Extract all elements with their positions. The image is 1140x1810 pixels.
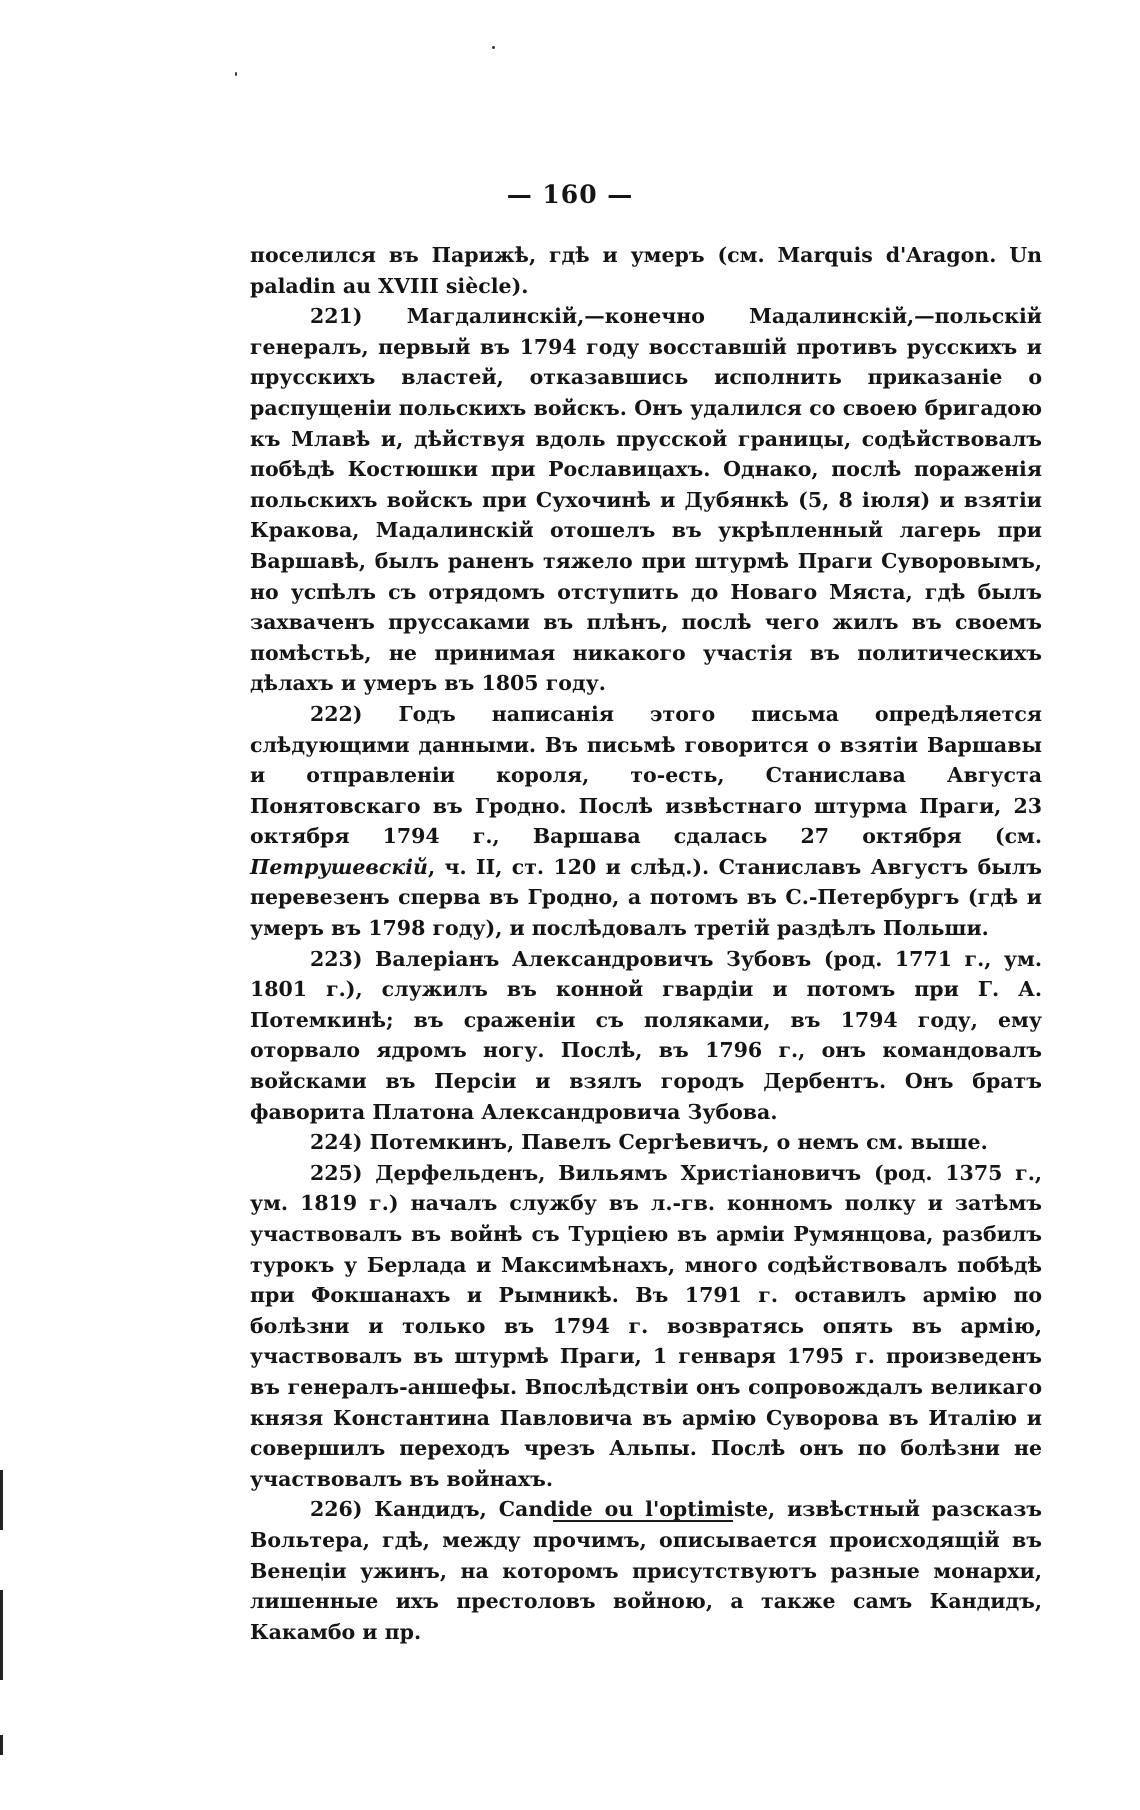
scan-edge-mark (0, 1470, 3, 1530)
body-text (250, 240, 1042, 1647)
note-224: 224) Потемкинъ, Павелъ Сергѣевичъ, о немъ см. выше. (310, 1130, 988, 1155)
scan-edge-mark (0, 1735, 3, 1755)
note-222 (250, 699, 1042, 944)
note-226: 226) Кандидъ, Candide ou l'optimiste, извѣстный разсказъ Вольтера, гдѣ, между прочимъ, описывается происходящій въ Венеціи ужинъ, на которомъ присутствуютъ разные монархи, лишенные ихъ престоловъ войною, а также самъ Кандидъ, Какамбо и пр. (250, 1497, 1042, 1644)
note-221: 221) Магдалинскій,—конечно Мадалинскій,—польскій генералъ, первый въ 1794 году восставшій противъ русскихъ и прусскихъ властей, отказавшись исполнить приказаніе о распущеніи польскихъ войскъ. Онъ удалился со своею бригадою къ Млавѣ и, дѣйствуя вдоль прусской границы, содѣйствовалъ побѣдѣ Костюшки при Рославицахъ. Однако, послѣ пораженія польскихъ войскъ при Сухочинѣ и Дубянкѣ (5, 8 іюля) и взятіи Кракова, Мадалинскій отошелъ въ укрѣпленный лагерь при Варшавѣ, былъ раненъ тяжело при штурмѣ Праги Суворовымъ, но успѣлъ съ отрядомъ отступить до Новаго Мяста, гдѣ былъ захваченъ пруссаками въ плѣнъ, послѣ чего жилъ въ своемъ помѣстьѣ, не принимая никакого участія въ политическихъ дѣлахъ и умеръ въ 1805 году. (250, 304, 1042, 696)
scan-speck (235, 72, 237, 76)
note-223: 223) Валеріанъ Александровичъ Зубовъ (род. 1771 г., ум. 1801 г.), служилъ въ конной гвардіи и потомъ при Г. А. Потемкинѣ; въ сраженіи съ поляками, въ 1794 году, ему оторвало ядромъ ногу. Послѣ, въ 1796 г., онъ командовалъ войсками въ Персіи и взялъ городъ Дербентъ. Онъ братъ фаворита Платона Александровича Зубова. (250, 946, 1042, 1124)
note-222-text-after: , ч. II, ст. 120 и слѣд.). Станиславъ Августъ былъ перевезенъ сперва въ Гродно, а потомъ въ С.-Петербургъ (гдѣ и умеръ въ 1798 году), и послѣдовалъ третій раздѣлъ Польши. (250, 854, 1042, 941)
page-number: — 160 — (506, 180, 634, 209)
note-222-text-before: 222) Годъ написанія этого письма опредѣляется слѣдующими данными. Въ письмѣ говорится о взятіи Варшавы и отправленіи короля, то-есть, Станислава Августа Понятовскаго въ Гродно. Послѣ извѣстнаго штурма Праги, 23 октября 1794 г., Варшава сдалась 27 октября (см. (250, 701, 1042, 849)
paragraph-continuation: поселился въ Парижѣ, гдѣ и умеръ (см. Marquis d'Aragon. Un paladin au XVIII siècle). (250, 243, 1042, 298)
scan-speck (492, 46, 495, 49)
scan-edge-mark (0, 1590, 3, 1680)
closing-rule (553, 1520, 733, 1522)
note-222-italic-name: Петрушевскій (250, 854, 428, 879)
note-225: 225) Дерфельденъ, Вильямъ Христіановичъ (род. 1375 г., ум. 1819 г.) началъ службу въ л.-гв. конномъ полку и затѣмъ участвовалъ въ войнѣ съ Турціею въ арміи Румянцова, разбилъ турокъ у Берлада и Максимѣнахъ, много содѣйствовалъ побѣдѣ при Фокшанахъ и Рымникѣ. Въ 1791 г. оставилъ армію по болѣзни и только въ 1794 г. возвратясь опять въ армію, участвовалъ въ штурмѣ Праги, 1 генваря 1795 г. произведенъ въ генералъ-аншефы. Впослѣдствіи онъ сопровождалъ великаго князя Константина Павловича въ армію Суворова въ Италію и совершилъ переходъ чрезъ Альпы. Послѣ онъ по болѣзни не участвовалъ въ войнахъ. (250, 1160, 1042, 1491)
